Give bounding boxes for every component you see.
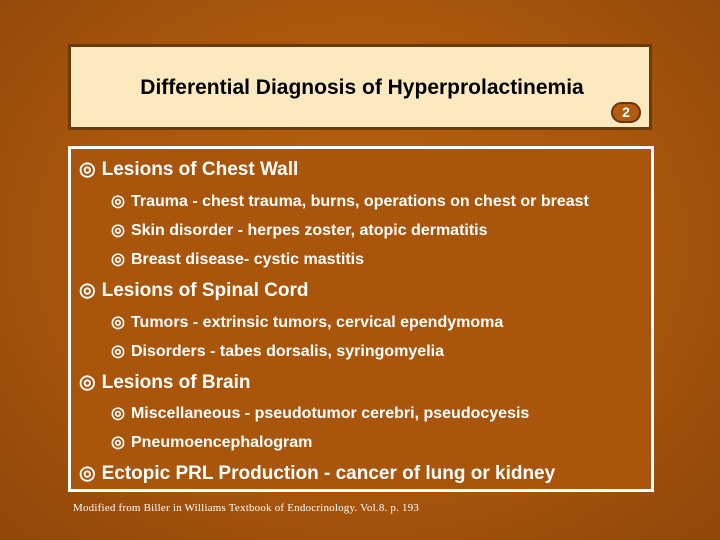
list-item-label: Pneumoencephalogram [130,434,313,451]
section-heading-label: Ectopic PRL Production - cancer of lung or kidney [101,463,556,484]
bullet-icon: ◎ [111,222,125,239]
content-box [68,146,654,492]
bullet-icon: ◎ [111,343,125,360]
bullet-icon: ◎ [111,314,125,331]
bullet-icon: ◎ [111,434,125,451]
bullet-icon: ◎ [79,280,96,301]
list-item [111,191,589,211]
list-item-label: Miscellaneous - pseudotumor cerebri, pseudocyesis [130,405,530,422]
section-heading-spinal-cord [79,279,309,302]
section-heading-brain [79,371,250,394]
bullet-icon: ◎ [79,463,96,484]
list-item [111,220,488,240]
list-item-label: Skin disorder - herpes zoster, atopic dermatitis [130,222,488,239]
section-heading-label: Lesions of Spinal Cord [101,280,309,301]
list-item [111,403,529,423]
bullet-icon: ◎ [111,251,125,268]
slide-title: Differential Diagnosis of Hyperprolactinemia [140,76,584,99]
list-item-label: Breast disease- cystic mastitis [130,251,364,268]
bullet-icon: ◎ [111,405,125,422]
list-item [111,312,503,332]
source-footnote: Modified from Biller in Williams Textbook of Endocrinology. Vol.8. p. 193 [73,502,420,514]
list-item-label: Disorders - tabes dorsalis, syringomyelia [130,343,444,360]
section-heading-label: Lesions of Brain [101,372,251,393]
bullet-icon: ◎ [111,193,125,210]
list-item [111,341,444,361]
list-item-label: Tumors - extrinsic tumors, cervical ependymoma [130,314,504,331]
page-number-badge: 2 [611,102,641,123]
bullet-icon: ◎ [79,159,96,180]
list-item [111,249,364,269]
section-heading-ectopic-prl [79,462,555,485]
title-box [68,44,652,130]
section-heading-chest-wall [79,158,298,181]
bullet-icon: ◎ [79,372,96,393]
list-item [111,432,312,452]
section-heading-label: Lesions of Chest Wall [101,159,299,180]
list-item-label: Trauma - chest trauma, burns, operations on chest or breast [130,193,589,210]
